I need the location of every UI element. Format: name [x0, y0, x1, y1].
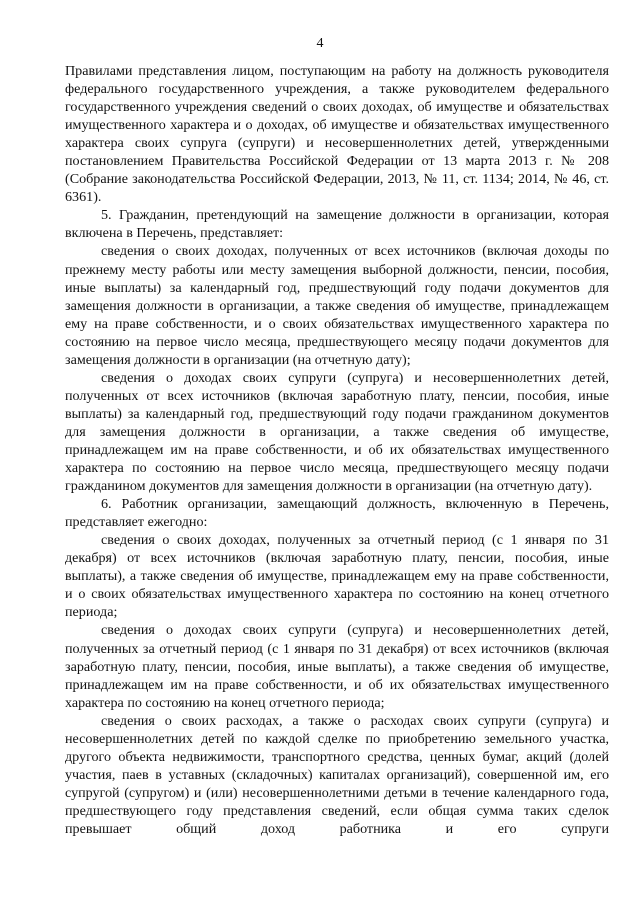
paragraph-item-5: 5. Гражданин, претендующий на замещение должности в организации, которая включена в Перечень, представляет: — [65, 207, 609, 242]
paragraph-family-income-employee: сведения о доходах своих супруги (супруга) и несовершеннолетних детей, полученных за отчетный период (с 1 января по 31 декабря) от всех источников (включая заработную плату, пенсии, пособия, иные выплаты), а также сведения об имуществе, принадлежащем им на праве собственности, и об их обязательствах имущественного характера по состоянию на конец отчетного периода; — [65, 622, 609, 711]
paragraph-own-income-employee: сведения о своих доходах, полученных за отчетный период (с 1 января по 31 декабря) от всех источников (включая заработную плату, пенсии, пособия, иные выплаты), а также сведения об имуществе, принадлежащем ему на праве собственности, и о своих обязательствах имущественного характера по состоянию на конец отчетного периода; — [65, 532, 609, 621]
paragraph-rules-continuation: Правилами представления лицом, поступающим на работу на должность руководителя федерального государственного учреждения, а также руководителем федерального государственного учреждения сведений о своих доходах, об имуществе и обязательствах имущественного характера и о доходах, об имуществе и обязательствах имущественного характера своих супруга (супруги) и несовершеннолетних детей, утвержденными постановлением Правительства Российской Федерации от 13 марта 2013 г. № 208 (Собрание законодательства Российской Федерации, 2013, № 11, ст. 1134; 2014, № 46, ст. 6361). — [65, 63, 609, 206]
page-number: 4 — [316, 36, 324, 51]
paragraph-expenses: сведения о своих расходах, а также о расходах своих супруги (супруга) и несовершеннолетних детей по каждой сделке по приобретению земельного участка, другого объекта недвижимости, транспортного средства, ценных бумаг, акций (долей участия, паев в уставных (складочных) капиталах организаций), совершенной им, его супругой (супругом) и (или) несовершеннолетними детьми в течение календарного года, предшествующего году представления сведений, если общая сумма таких сделок превышает общий доход работника и его супруги — [65, 712, 609, 837]
paragraph-own-income-applicant: сведения о своих доходах, полученных от всех источников (включая доходы по прежнему месту работы или месту замещения выборной должности, пенсии, пособия, иные выплаты) за календарный год, предшествующий году подачи документов для замещения должности в организации, а также сведения об имуществе, принадлежащем ему на праве собственности, и о своих обязательствах имущественного характера по состоянию на первое число месяца, предшествующего месяцу подачи документов для замещения должности в организации (на отчетную дату); — [65, 243, 609, 368]
paragraph-item-6: 6. Работник организации, замещающий должность, включенную в Перечень, представляет ежегодно: — [65, 496, 609, 531]
document-body — [65, 62, 609, 838]
paragraph-family-income-applicant: сведения о доходах своих супруги (супруга) и несовершеннолетних детей, полученных от всех источников (включая заработную плату, пенсии, пособия, иные выплаты) за календарный год, предшествующий году подачи гражданином документов для замещения должности в организации, а также сведения об имуществе, принадлежащем им на праве собственности, и об их обязательствах имущественного характера по состоянию на первое число месяца, предшествующего месяцу подачи гражданином документов для замещения должности в организации (на отчетную дату). — [65, 369, 609, 495]
